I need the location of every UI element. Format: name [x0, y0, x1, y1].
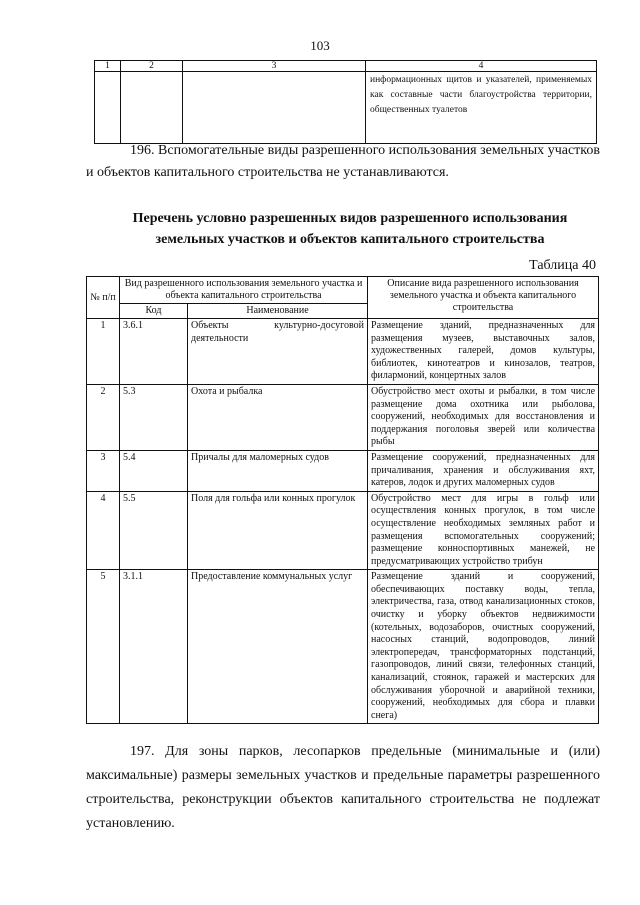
- header-cell: 1: [95, 61, 121, 72]
- table-cell: информационных щитов и указателей, применяемых как составные части благоустройства территории, общественных туалетов: [366, 72, 597, 144]
- row-name: Предоставление коммунальных услуг: [188, 570, 368, 724]
- paragraph-196: 196. Вспомогательные виды разрешенного использования земельных участков и объектов капитального строительства не устанавливаются.: [86, 143, 600, 180]
- table-caption: Таблица 40: [529, 258, 596, 273]
- heading-line-1: Перечень условно разрешенных видов разрешенного использования: [132, 211, 568, 226]
- header-num: № п/п: [87, 277, 120, 319]
- row-name: Причалы для маломерных судов: [188, 450, 368, 491]
- row-num: 1: [87, 319, 120, 385]
- row-desc: Размещение зданий, предназначенных для размещения музеев, выставочных залов, художественных галерей, домов культуры, библиотек, кинотеатров и кинозалов, театров, филармоний, концертных залов: [368, 319, 599, 385]
- row-desc: Обустройство мест охоты и рыбалки, в том числе размещение дома охотника или рыболова, сооружений, необходимых для восстановления и поддержания поголовья зверей или количества рыбы: [368, 384, 599, 450]
- table-row: [87, 450, 599, 491]
- row-code: 5.4: [120, 450, 188, 491]
- row-code: 3.1.1: [120, 570, 188, 724]
- row-code: 5.5: [120, 491, 188, 570]
- header-group: Вид разрешенного использования земельного участка и объекта капитального строительства: [120, 277, 368, 304]
- table-cell: [121, 72, 183, 144]
- header-code: Код: [120, 304, 188, 319]
- table-row: [87, 570, 599, 724]
- row-desc: Обустройство мест для игры в гольф или осуществления конных прогулок, в том числе осуществление необходимых земляных работ и размещения вспомогательных сооружений; размещение конноспортивных манежей, не предусматривающих устройство трибун: [368, 491, 599, 570]
- main-table: [86, 276, 599, 724]
- continued-table-header: [95, 61, 597, 72]
- row-name: Объекты культурно-досуговой деятельности: [188, 319, 368, 385]
- row-code: 3.6.1: [120, 319, 188, 385]
- table-row: [87, 319, 599, 385]
- row-name: Охота и рыбалка: [188, 384, 368, 450]
- row-num: 4: [87, 491, 120, 570]
- table-row: [87, 384, 599, 450]
- table-cell: [95, 72, 121, 144]
- row-desc: Размещение зданий и сооружений, обеспечивающих поставку воды, тепла, электричества, газа, отвод канализационных стоков, очистку и уборку объектов недвижимости (котельных, водозаборов, очистных сооружений, насосных станций, водопроводов, линий электропередач, трансформаторных подстанций, газопроводов, линий связи, телефонных станций, канализаций, стоянок, гаражей и мастерских для обслуживания уборочной и аварийной техники, сооружений, необходимых для сбора и плавки снега): [368, 570, 599, 724]
- header-name: Наименование: [188, 304, 368, 319]
- table-cell: [183, 72, 366, 144]
- row-num: 5: [87, 570, 120, 724]
- section-heading: [60, 208, 640, 250]
- row-name: Поля для гольфа или конных прогулок: [188, 491, 368, 570]
- row-num: 3: [87, 450, 120, 491]
- row-code: 5.3: [120, 384, 188, 450]
- header-cell: 2: [121, 61, 183, 72]
- header-cell: 3: [183, 61, 366, 72]
- row-desc: Размещение сооружений, предназначенных для причаливания, хранения и обслуживания яхт, катеров, лодок и других маломерных судов: [368, 450, 599, 491]
- heading-line-2: земельных участков и объектов капитального строительства: [155, 232, 545, 247]
- paragraph-197: 197. Для зоны парков, лесопарков предельные (минимальные и (или) максимальные) размеры земельных участков и предельные параметры разрешенного строительства, реконструкции объектов капитального строительства не подлежат установлению.: [86, 744, 600, 831]
- row-num: 2: [87, 384, 120, 450]
- table-row: [95, 72, 597, 144]
- header-desc: Описание вида разрешенного использования земельного участка и объекта капитального строительства: [368, 277, 599, 319]
- page-number: 103: [310, 38, 330, 53]
- main-table-header-row-1: [87, 277, 599, 304]
- continued-table: [94, 60, 597, 144]
- table-row: [87, 491, 599, 570]
- header-cell: 4: [366, 61, 597, 72]
